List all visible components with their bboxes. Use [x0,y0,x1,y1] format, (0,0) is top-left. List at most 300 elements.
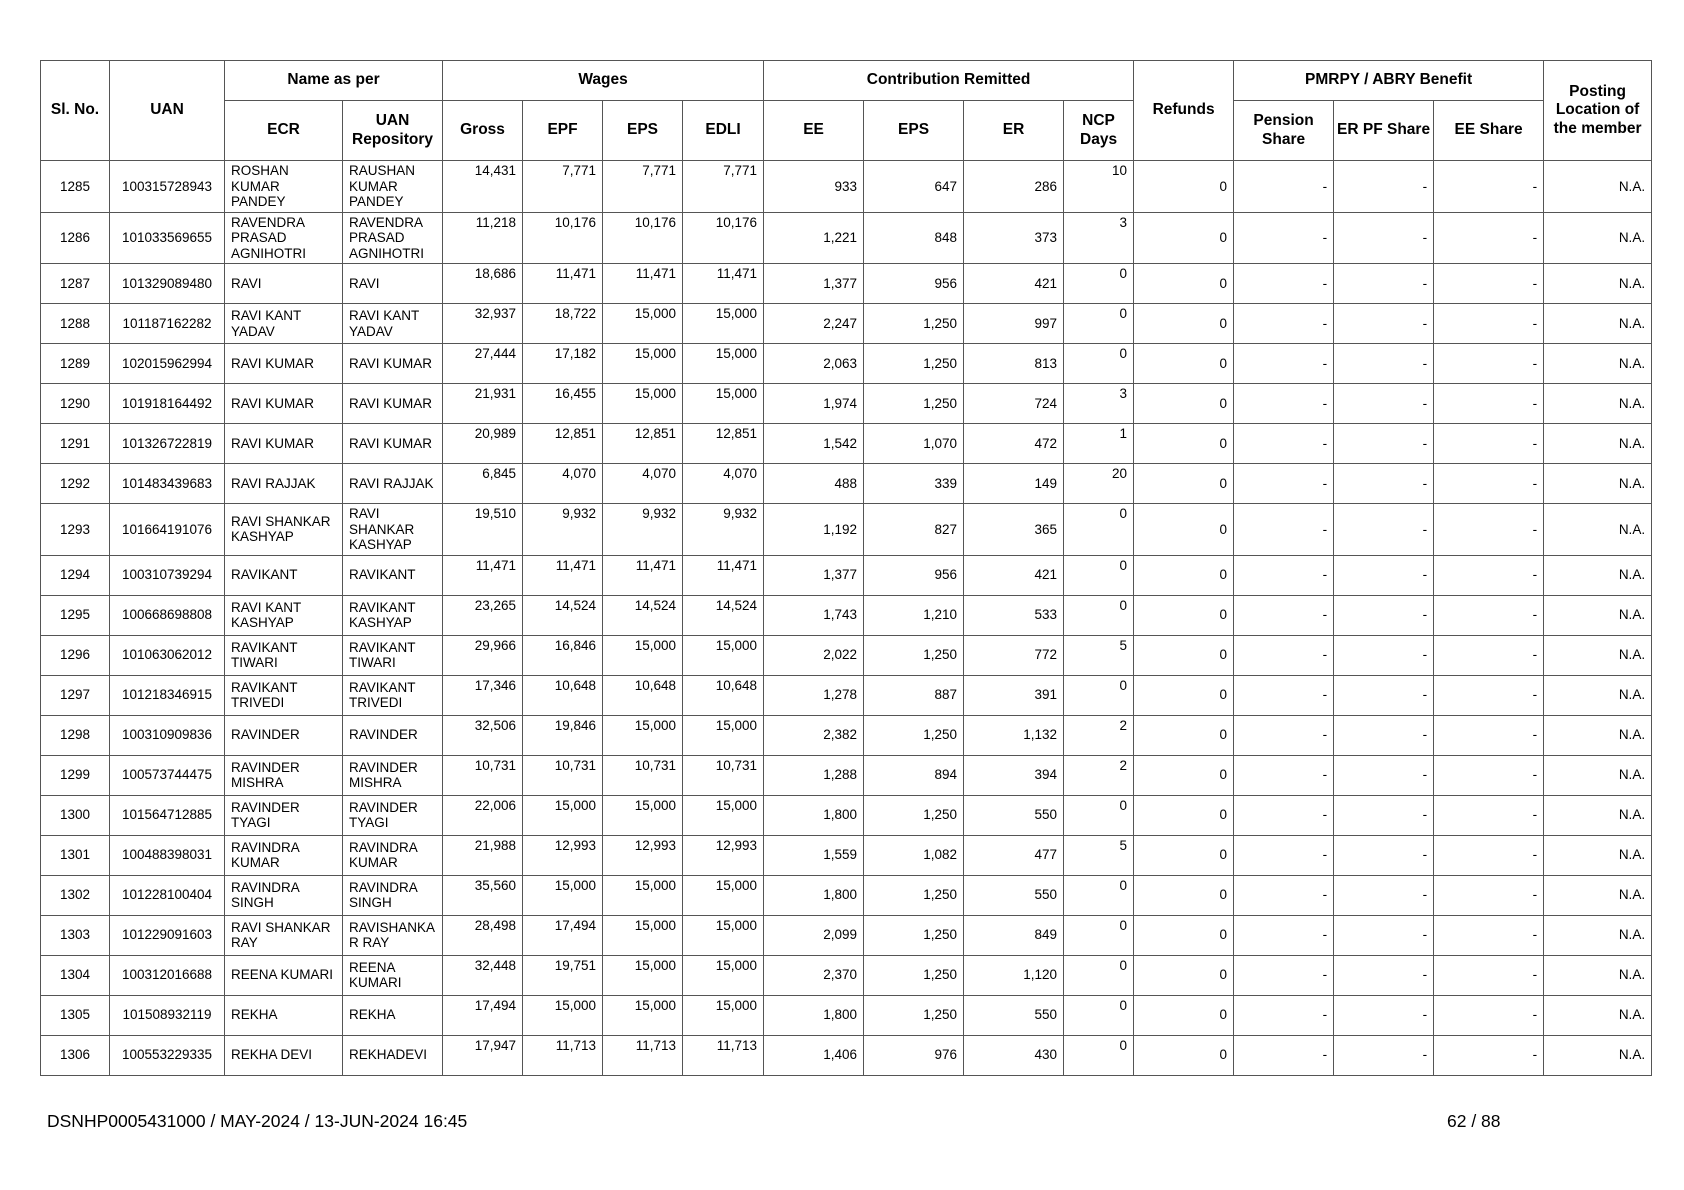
cell-eps: 15,000 [603,915,683,955]
cell-refunds: 0 [1134,464,1234,504]
cell-contribution-eps: 1,210 [864,595,964,635]
cell-epf: 12,993 [523,835,603,875]
cell-epf: 7,771 [523,161,603,213]
cell-sl-no: 1286 [41,212,110,264]
cell-ncp-days: 20 [1064,464,1134,504]
cell-pension-share: - [1234,875,1334,915]
cell-er-pf-share: - [1334,595,1434,635]
cell-ee-share: - [1434,995,1544,1035]
cell-er: 472 [964,424,1064,464]
cell-er: 550 [964,795,1064,835]
cell-contribution-eps: 848 [864,212,964,264]
cell-ee-share: - [1434,212,1544,264]
table-row [41,464,1652,504]
cell-sl-no: 1295 [41,595,110,635]
cell-contribution-eps: 894 [864,755,964,795]
cell-ecr-name: RAVI RAJJAK [225,464,343,504]
cell-epf: 10,176 [523,212,603,264]
cell-ee: 1,406 [764,1035,864,1075]
cell-er-pf-share: - [1334,715,1434,755]
header-pension-share: Pension Share [1234,101,1334,161]
cell-posting-location: N.A. [1544,835,1652,875]
cell-er-pf-share: - [1334,995,1434,1035]
cell-ecr-name: RAVINDRA SINGH [225,875,343,915]
table-row [41,635,1652,675]
cell-sl-no: 1285 [41,161,110,213]
cell-eps: 7,771 [603,161,683,213]
cell-er-pf-share: - [1334,264,1434,304]
cell-epf: 19,846 [523,715,603,755]
cell-eps: 15,000 [603,955,683,995]
cell-epf: 17,182 [523,344,603,384]
cell-ee: 2,099 [764,915,864,955]
cell-uan: 100312016688 [110,955,225,995]
cell-ncp-days: 0 [1064,1035,1134,1075]
cell-er: 550 [964,875,1064,915]
cell-gross: 22,006 [443,795,523,835]
cell-edli: 11,471 [683,264,764,304]
table-row [41,915,1652,955]
cell-epf: 18,722 [523,304,603,344]
cell-ee: 1,800 [764,795,864,835]
cell-sl-no: 1299 [41,755,110,795]
cell-epf: 10,648 [523,675,603,715]
cell-ncp-days: 2 [1064,715,1134,755]
cell-pension-share: - [1234,424,1334,464]
cell-pension-share: - [1234,635,1334,675]
cell-er: 533 [964,595,1064,635]
cell-epf: 16,455 [523,384,603,424]
cell-edli: 12,993 [683,835,764,875]
cell-ecr-name: RAVI KANT YADAV [225,304,343,344]
cell-edli: 15,000 [683,795,764,835]
header-ee-share: EE Share [1434,101,1544,161]
cell-posting-location: N.A. [1544,344,1652,384]
cell-er: 849 [964,915,1064,955]
cell-gross: 17,346 [443,675,523,715]
cell-pension-share: - [1234,464,1334,504]
table-row [41,755,1652,795]
cell-er-pf-share: - [1334,344,1434,384]
cell-uan: 101326722819 [110,424,225,464]
cell-contribution-eps: 956 [864,555,964,595]
cell-posting-location: N.A. [1544,555,1652,595]
cell-ncp-days: 0 [1064,875,1134,915]
cell-gross: 32,506 [443,715,523,755]
cell-uan-repository-name: RAVI KUMAR [343,384,443,424]
cell-epf: 9,932 [523,504,603,556]
cell-uan-repository-name: RAUSHAN KUMAR PANDEY [343,161,443,213]
cell-edli: 15,000 [683,875,764,915]
cell-ee-share: - [1434,715,1544,755]
cell-ee-share: - [1434,875,1544,915]
cell-sl-no: 1292 [41,464,110,504]
header-wages: Wages [443,61,764,101]
cell-ee-share: - [1434,835,1544,875]
cell-gross: 32,448 [443,955,523,995]
table-row [41,1035,1652,1075]
cell-er: 1,120 [964,955,1064,995]
cell-eps: 12,851 [603,424,683,464]
cell-gross: 27,444 [443,344,523,384]
cell-eps: 15,000 [603,715,683,755]
cell-ee: 1,192 [764,504,864,556]
cell-uan-repository-name: REENA KUMARI [343,955,443,995]
cell-refunds: 0 [1134,755,1234,795]
cell-pension-share: - [1234,264,1334,304]
cell-sl-no: 1306 [41,1035,110,1075]
cell-contribution-eps: 1,250 [864,995,964,1035]
cell-ee: 2,247 [764,304,864,344]
cell-refunds: 0 [1134,595,1234,635]
cell-pension-share: - [1234,1035,1334,1075]
cell-pension-share: - [1234,795,1334,835]
cell-er-pf-share: - [1334,795,1434,835]
cell-uan-repository-name: RAVI KUMAR [343,424,443,464]
cell-gross: 19,510 [443,504,523,556]
cell-epf: 11,471 [523,555,603,595]
cell-pension-share: - [1234,915,1334,955]
cell-pension-share: - [1234,675,1334,715]
cell-uan-repository-name: RAVI RAJJAK [343,464,443,504]
document-reference: DSNHP0005431000 / MAY-2024 / 13-JUN-2024 16:45 [47,1111,468,1131]
cell-refunds: 0 [1134,835,1234,875]
cell-posting-location: N.A. [1544,304,1652,344]
cell-epf: 4,070 [523,464,603,504]
cell-uan-repository-name: RAVINDER [343,715,443,755]
cell-ee-share: - [1434,504,1544,556]
cell-sl-no: 1289 [41,344,110,384]
cell-ecr-name: RAVINDRA KUMAR [225,835,343,875]
cell-posting-location: N.A. [1544,675,1652,715]
cell-uan: 100668698808 [110,595,225,635]
cell-sl-no: 1297 [41,675,110,715]
cell-posting-location: N.A. [1544,504,1652,556]
cell-ncp-days: 0 [1064,955,1134,995]
table-row [41,835,1652,875]
cell-ee: 1,278 [764,675,864,715]
cell-refunds: 0 [1134,504,1234,556]
cell-epf: 11,713 [523,1035,603,1075]
cell-er-pf-share: - [1334,464,1434,504]
cell-er-pf-share: - [1334,675,1434,715]
cell-sl-no: 1288 [41,304,110,344]
header-sl-no: Sl. No. [41,61,110,161]
cell-pension-share: - [1234,504,1334,556]
cell-ncp-days: 5 [1064,835,1134,875]
cell-pension-share: - [1234,595,1334,635]
cell-posting-location: N.A. [1544,424,1652,464]
header-ee: EE [764,101,864,161]
cell-edli: 15,000 [683,715,764,755]
cell-ecr-name: RAVI KUMAR [225,384,343,424]
cell-sl-no: 1300 [41,795,110,835]
cell-ee: 1,974 [764,384,864,424]
cell-er-pf-share: - [1334,161,1434,213]
cell-contribution-eps: 976 [864,1035,964,1075]
cell-eps: 11,471 [603,264,683,304]
cell-gross: 11,471 [443,555,523,595]
table-row [41,955,1652,995]
table-row [41,875,1652,915]
cell-refunds: 0 [1134,995,1234,1035]
cell-er-pf-share: - [1334,555,1434,595]
cell-ncp-days: 0 [1064,795,1134,835]
cell-edli: 15,000 [683,915,764,955]
cell-gross: 21,931 [443,384,523,424]
cell-edli: 10,176 [683,212,764,264]
cell-contribution-eps: 1,070 [864,424,964,464]
cell-ecr-name: RAVIKANT TRIVEDI [225,675,343,715]
cell-ecr-name: ROSHAN KUMAR PANDEY [225,161,343,213]
cell-edli: 9,932 [683,504,764,556]
cell-epf: 11,471 [523,264,603,304]
cell-eps: 4,070 [603,464,683,504]
cell-contribution-eps: 887 [864,675,964,715]
cell-gross: 17,947 [443,1035,523,1075]
table-row [41,344,1652,384]
cell-eps: 10,731 [603,755,683,795]
cell-uan: 101229091603 [110,915,225,955]
cell-uan: 101918164492 [110,384,225,424]
cell-ecr-name: RAVINDER MISHRA [225,755,343,795]
cell-contribution-eps: 1,082 [864,835,964,875]
cell-er-pf-share: - [1334,304,1434,344]
cell-edli: 15,000 [683,955,764,995]
cell-er-pf-share: - [1334,212,1434,264]
cell-ecr-name: RAVENDRA PRASAD AGNIHOTRI [225,212,343,264]
cell-ee-share: - [1434,635,1544,675]
cell-posting-location: N.A. [1544,715,1652,755]
cell-ee-share: - [1434,595,1544,635]
cell-edli: 15,000 [683,384,764,424]
cell-epf: 15,000 [523,875,603,915]
cell-pension-share: - [1234,304,1334,344]
cell-refunds: 0 [1134,424,1234,464]
cell-er-pf-share: - [1334,915,1434,955]
cell-edli: 10,648 [683,675,764,715]
cell-eps: 11,471 [603,555,683,595]
cell-posting-location: N.A. [1544,755,1652,795]
cell-contribution-eps: 1,250 [864,384,964,424]
cell-gross: 20,989 [443,424,523,464]
cell-posting-location: N.A. [1544,1035,1652,1075]
cell-contribution-eps: 1,250 [864,304,964,344]
cell-posting-location: N.A. [1544,635,1652,675]
cell-uan-repository-name: REKHADEVI [343,1035,443,1075]
cell-ee: 2,063 [764,344,864,384]
cell-er: 724 [964,384,1064,424]
cell-edli: 7,771 [683,161,764,213]
page-number: 62 / 88 [1447,1111,1501,1131]
cell-posting-location: N.A. [1544,384,1652,424]
cell-uan-repository-name: RAVIKANT [343,555,443,595]
cell-refunds: 0 [1134,344,1234,384]
cell-epf: 17,494 [523,915,603,955]
cell-er: 149 [964,464,1064,504]
cell-ee: 1,221 [764,212,864,264]
cell-pension-share: - [1234,955,1334,995]
cell-pension-share: - [1234,161,1334,213]
cell-posting-location: N.A. [1544,264,1652,304]
cell-ecr-name: RAVI SHANKAR KASHYAP [225,504,343,556]
cell-ecr-name: RAVI KUMAR [225,344,343,384]
cell-ncp-days: 0 [1064,995,1134,1035]
cell-ee: 1,800 [764,875,864,915]
cell-ecr-name: RAVIKANT TIWARI [225,635,343,675]
cell-contribution-eps: 1,250 [864,635,964,675]
table-row [41,595,1652,635]
cell-uan: 100315728943 [110,161,225,213]
cell-eps: 15,000 [603,384,683,424]
cell-ecr-name: RAVI [225,264,343,304]
cell-epf: 16,846 [523,635,603,675]
cell-gross: 18,686 [443,264,523,304]
header-ncp-days: NCP Days [1064,101,1134,161]
cell-sl-no: 1294 [41,555,110,595]
cell-posting-location: N.A. [1544,464,1652,504]
cell-edli: 12,851 [683,424,764,464]
header-uan: UAN [110,61,225,161]
cell-ncp-days: 0 [1064,675,1134,715]
cell-refunds: 0 [1134,1035,1234,1075]
cell-ncp-days: 5 [1064,635,1134,675]
cell-er: 373 [964,212,1064,264]
cell-sl-no: 1287 [41,264,110,304]
cell-gross: 23,265 [443,595,523,635]
cell-contribution-eps: 827 [864,504,964,556]
cell-uan: 100488398031 [110,835,225,875]
cell-pension-share: - [1234,384,1334,424]
header-er-pf-share: ER PF Share [1334,101,1434,161]
cell-ncp-days: 3 [1064,384,1134,424]
cell-uan: 101329089480 [110,264,225,304]
cell-ee-share: - [1434,464,1544,504]
cell-uan: 101228100404 [110,875,225,915]
cell-edli: 15,000 [683,304,764,344]
cell-ncp-days: 0 [1064,344,1134,384]
header-epf: EPF [523,101,603,161]
cell-uan-repository-name: RAVINDRA SINGH [343,875,443,915]
cell-ee-share: - [1434,1035,1544,1075]
cell-sl-no: 1301 [41,835,110,875]
cell-sl-no: 1291 [41,424,110,464]
cell-uan-repository-name: RAVINDRA KUMAR [343,835,443,875]
cell-ecr-name: RAVI KANT KASHYAP [225,595,343,635]
cell-sl-no: 1302 [41,875,110,915]
cell-er: 477 [964,835,1064,875]
cell-edli: 14,524 [683,595,764,635]
cell-uan-repository-name: RAVINDER MISHRA [343,755,443,795]
table-header [41,61,1652,161]
cell-pension-share: - [1234,212,1334,264]
cell-ee-share: - [1434,795,1544,835]
cell-ee: 1,559 [764,835,864,875]
cell-contribution-eps: 1,250 [864,875,964,915]
cell-edli: 11,471 [683,555,764,595]
header-name-as-per: Name as per [225,61,443,101]
table-row [41,555,1652,595]
header-contribution-eps: EPS [864,101,964,161]
table-row [41,715,1652,755]
cell-gross: 6,845 [443,464,523,504]
cell-gross: 21,988 [443,835,523,875]
cell-epf: 14,524 [523,595,603,635]
cell-contribution-eps: 956 [864,264,964,304]
header-refunds: Refunds [1134,61,1234,161]
table-row [41,995,1652,1035]
cell-er: 772 [964,635,1064,675]
cell-ncp-days: 0 [1064,264,1134,304]
cell-ee: 933 [764,161,864,213]
cell-epf: 10,731 [523,755,603,795]
cell-pension-share: - [1234,995,1334,1035]
cell-posting-location: N.A. [1544,161,1652,213]
cell-ee-share: - [1434,424,1544,464]
cell-refunds: 0 [1134,875,1234,915]
cell-eps: 15,000 [603,795,683,835]
cell-ncp-days: 10 [1064,161,1134,213]
cell-ee: 1,377 [764,555,864,595]
cell-uan-repository-name: RAVIKANT TIWARI [343,635,443,675]
cell-ee: 488 [764,464,864,504]
cell-edli: 11,713 [683,1035,764,1075]
cell-eps: 15,000 [603,995,683,1035]
cell-refunds: 0 [1134,915,1234,955]
cell-er-pf-share: - [1334,755,1434,795]
cell-ee-share: - [1434,161,1544,213]
header-edli: EDLI [683,101,764,161]
cell-ncp-days: 1 [1064,424,1134,464]
cell-gross: 29,966 [443,635,523,675]
cell-gross: 14,431 [443,161,523,213]
cell-uan: 101063062012 [110,635,225,675]
cell-ee: 1,288 [764,755,864,795]
cell-pension-share: - [1234,835,1334,875]
cell-ee-share: - [1434,555,1544,595]
cell-ncp-days: 0 [1064,595,1134,635]
cell-eps: 10,648 [603,675,683,715]
cell-pension-share: - [1234,344,1334,384]
cell-er: 813 [964,344,1064,384]
cell-contribution-eps: 1,250 [864,915,964,955]
cell-ee: 2,022 [764,635,864,675]
cell-er: 421 [964,555,1064,595]
cell-eps: 12,993 [603,835,683,875]
header-uan-repository: UAN Repository [343,101,443,161]
cell-epf: 19,751 [523,955,603,995]
cell-ee-share: - [1434,384,1544,424]
cell-ee-share: - [1434,955,1544,995]
cell-edli: 4,070 [683,464,764,504]
cell-er-pf-share: - [1334,875,1434,915]
cell-uan: 102015962994 [110,344,225,384]
cell-ncp-days: 0 [1064,555,1134,595]
cell-ecr-name: REENA KUMARI [225,955,343,995]
cell-contribution-eps: 1,250 [864,795,964,835]
cell-er: 550 [964,995,1064,1035]
cell-uan: 101664191076 [110,504,225,556]
cell-pension-share: - [1234,555,1334,595]
cell-uan-repository-name: RAVIKANT TRIVEDI [343,675,443,715]
cell-ee-share: - [1434,755,1544,795]
cell-posting-location: N.A. [1544,795,1652,835]
cell-edli: 15,000 [683,995,764,1035]
cell-edli: 10,731 [683,755,764,795]
header-eps: EPS [603,101,683,161]
cell-eps: 15,000 [603,344,683,384]
header-er: ER [964,101,1064,161]
